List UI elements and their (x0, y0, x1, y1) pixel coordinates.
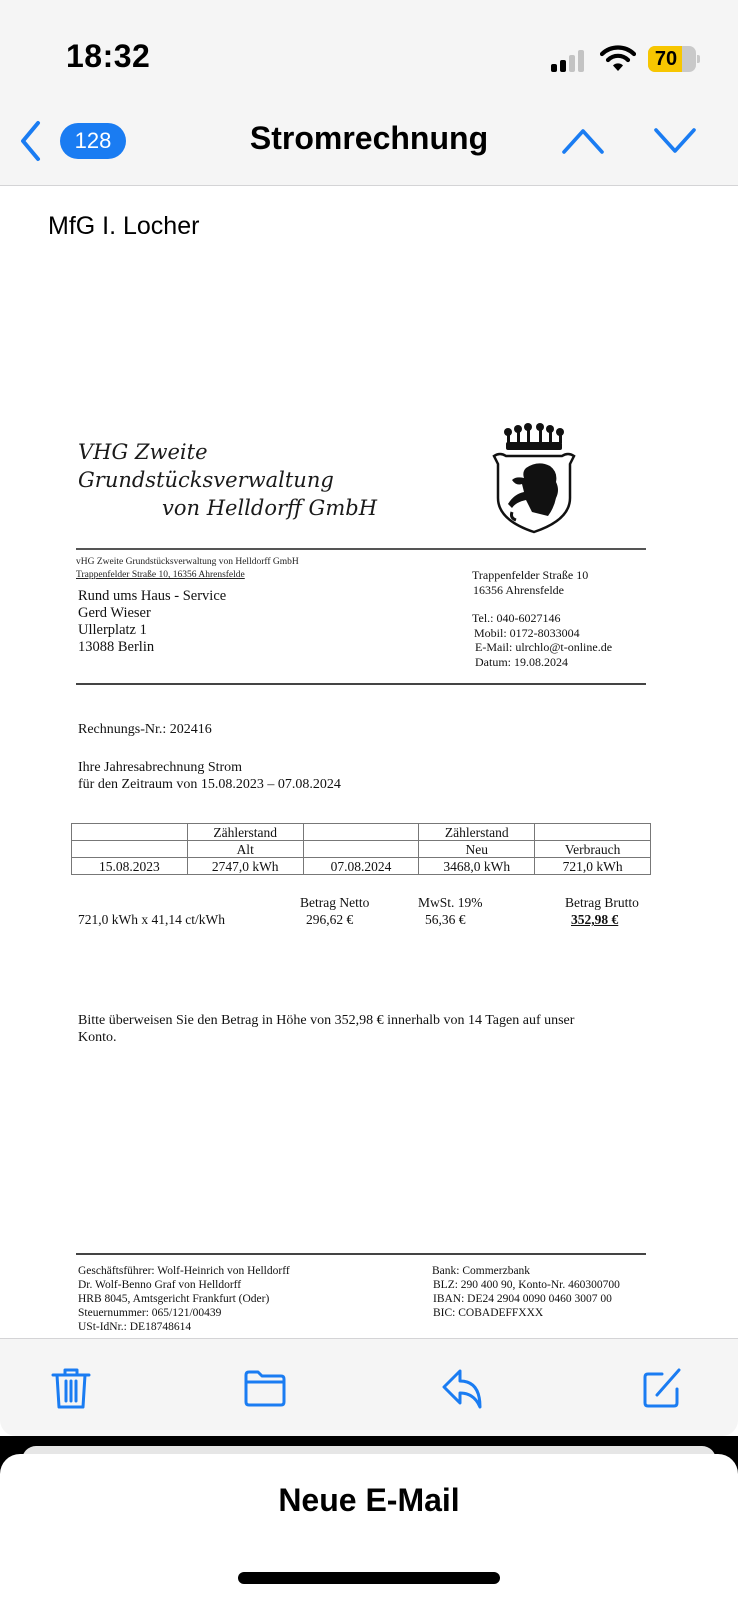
netto-amount: 296,62 € (306, 912, 354, 927)
contact-city: 16356 Ahrensfelde (473, 582, 564, 597)
email-body-greeting: MfG I. Locher (48, 212, 200, 240)
recipient-address (78, 588, 226, 656)
title-text: Stromrechnung (249, 120, 489, 156)
bottom-toolbar (0, 1338, 738, 1436)
meter-table-cell: 15.08.2023 (72, 858, 188, 875)
company-name (78, 438, 458, 522)
footer-line: Dr. Wolf-Benno Graf von Helldorff (78, 1279, 242, 1291)
invoice-date: Datum: 19.08.2024 (475, 654, 568, 669)
recipient-line: Gerd Wieser (78, 605, 151, 621)
status-time: 18:32 (66, 38, 151, 74)
reply-icon[interactable] (440, 1365, 486, 1411)
sender-name-line: vHG Zweite Grundstücksverwaltung von Helldorff GmbH (76, 557, 299, 567)
mwst-header: MwSt. 19% (418, 895, 483, 910)
footer-line: USt-IdNr.: DE18748614 (78, 1321, 192, 1333)
meter-table-cell: Verbrauch (535, 841, 651, 858)
battery-percent: 70 (654, 48, 678, 70)
sender-address-line: Trappenfelder Straße 10, 16356 Ahrensfelde (76, 570, 245, 580)
recipient-line: Ullerplatz 1 (78, 622, 147, 638)
contact-mobile: Mobil: 0172-8033004 (474, 625, 580, 640)
meter-table-cell: Zählerstand (187, 824, 303, 841)
footer-line: Bank: Commerzbank (432, 1265, 531, 1277)
unread-count-badge[interactable]: 128 (60, 123, 126, 159)
footer-company-info (78, 1264, 290, 1334)
footer-line: HRB 8045, Amtsgericht Frankfurt (Oder) (78, 1293, 270, 1305)
contact-phone: Tel.: 040-6027146 (472, 611, 561, 625)
meter-table-row (72, 858, 651, 875)
previous-message-chevron-up-icon[interactable] (560, 124, 606, 158)
contact-email: E-Mail: ulrchlo@t-online.de (475, 640, 613, 654)
footer-line: Steuernummer: 065/121/00439 (78, 1307, 222, 1319)
compose-icon[interactable] (640, 1365, 686, 1411)
home-indicator[interactable] (238, 1572, 500, 1584)
company-line-1: VHG Zweite Grundstücksverwaltung (78, 440, 334, 492)
brutto-amount: 352,98 € (571, 912, 619, 927)
meter-table-cell: Zählerstand (419, 824, 535, 841)
meter-table-cell: Neu (419, 841, 535, 858)
payment-instruction: Bitte überweisen Sie den Betrag in Höhe von 352,98 € innerhalb von 14 Tagen auf unser Konto. (78, 1013, 575, 1045)
recipient-line: Rund ums Haus - Service (78, 588, 227, 604)
footer-divider (76, 1253, 646, 1255)
meter-table-cell: 3468,0 kWh (419, 858, 535, 875)
intro-line-2: für den Zeitraum von 15.08.2023 – 07.08.2024 (78, 777, 341, 792)
battery-indicator (648, 46, 700, 72)
meter-table-cell (72, 841, 188, 858)
meter-table-cell: 2747,0 kWh (187, 858, 303, 875)
sender-contact-block (472, 568, 612, 669)
meter-table-cell (535, 824, 651, 841)
meter-table-cell: 07.08.2024 (303, 858, 419, 875)
sender-return-address (76, 556, 299, 582)
intro-line-1: Ihre Jahresabrechnung Strom (78, 760, 243, 775)
trash-icon[interactable] (48, 1365, 94, 1411)
new-email-draft-sheet[interactable] (0, 1454, 738, 1600)
footer-line: IBAN: DE24 2904 0090 0460 3007 00 (433, 1293, 612, 1305)
meter-table-row (72, 824, 651, 841)
billing-period-intro (78, 759, 341, 793)
meter-table-row (72, 841, 651, 858)
company-line-2: von Helldorff GmbH (162, 496, 378, 520)
folder-icon[interactable] (242, 1365, 288, 1411)
mwst-amount: 56,36 € (425, 912, 466, 927)
netto-header: Betrag Netto (300, 895, 370, 910)
footer-line: BIC: COBADEFFXXX (433, 1307, 544, 1319)
footer-line: BLZ: 290 400 90, Konto-Nr. 460300700 (433, 1279, 620, 1291)
meter-table-cell (72, 824, 188, 841)
top-bar (0, 0, 738, 186)
draft-sheet-title[interactable]: Neue E-Mail (278, 1482, 460, 1518)
recipient-line: 13088 Berlin (78, 639, 155, 655)
next-message-chevron-down-icon[interactable] (652, 124, 698, 158)
brutto-header: Betrag Brutto (565, 895, 639, 910)
meter-table-cell: 721,0 kWh (535, 858, 651, 875)
footer-bank-info (432, 1264, 620, 1320)
meter-table-cell (303, 841, 419, 858)
consumption-formula: 721,0 kWh x 41,14 ct/kWh (78, 912, 225, 927)
message-subject-title (0, 120, 738, 157)
contact-street: Trappenfelder Straße 10 (472, 568, 589, 582)
footer-line: Geschäftsführer: Wolf-Heinrich von Helldorff (78, 1265, 290, 1277)
wifi-icon (600, 44, 636, 72)
meter-table-cell (303, 824, 419, 841)
address-divider (76, 683, 646, 685)
meter-reading-table (71, 823, 651, 875)
meter-table-cell: Alt (187, 841, 303, 858)
letterhead-divider (76, 548, 646, 550)
coat-of-arms-horse-icon (486, 420, 582, 536)
cellular-signal-icon (551, 50, 587, 72)
invoice-number: Rechnungs-Nr.: 202416 (78, 722, 212, 737)
